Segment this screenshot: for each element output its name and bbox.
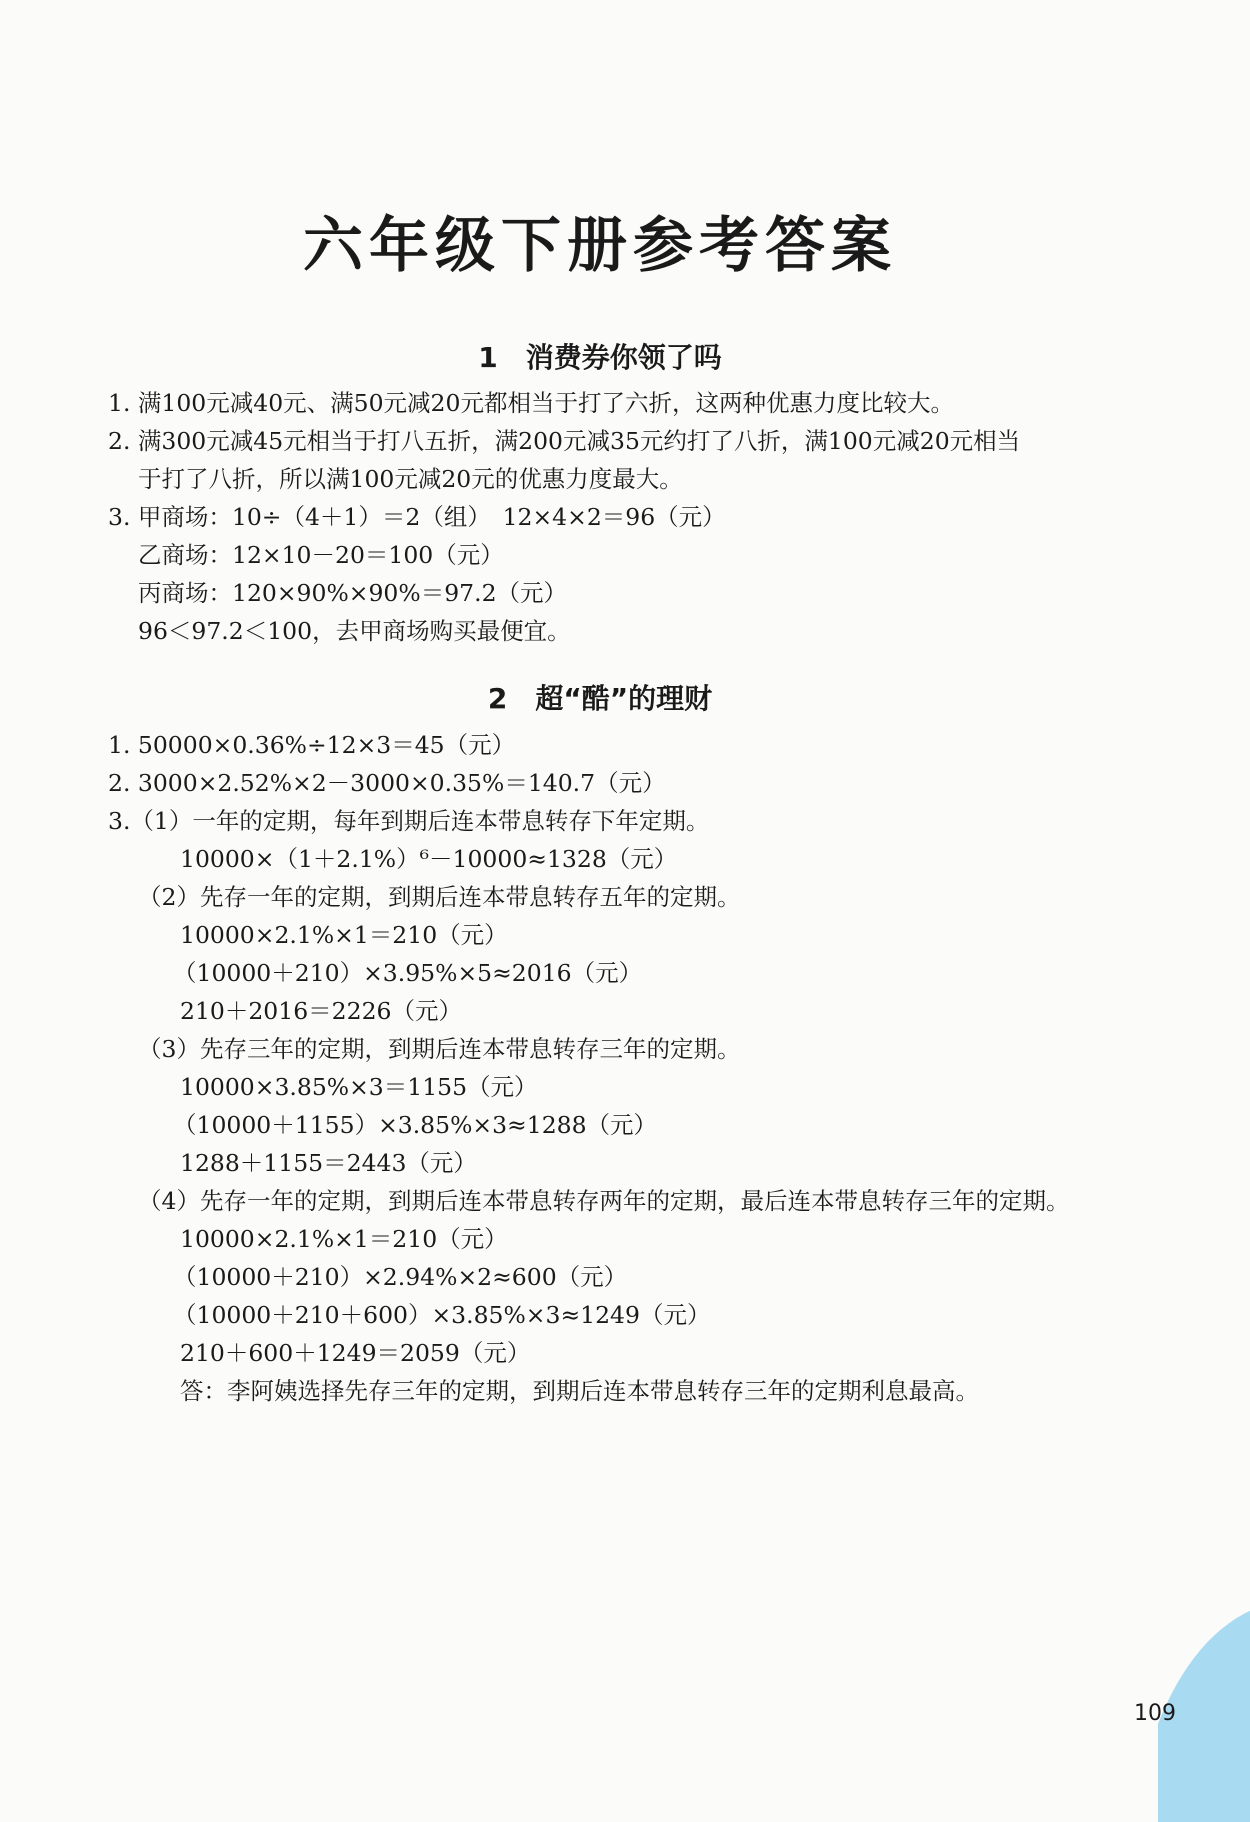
answer-line: （3）先存三年的定期，到期后连本带息转存三年的定期。 — [138, 1035, 741, 1063]
answer-line: 210＋600＋1249＝2059（元） — [180, 1339, 531, 1367]
answer-line: 1288＋1155＝2443（元） — [180, 1149, 477, 1177]
answer-line: 1. 50000×0.36%÷12×3＝45（元） — [108, 731, 516, 759]
answer-line: 96＜97.2＜100，去甲商场购买最便宜。 — [138, 617, 571, 645]
section-heading: 超“酷”的理财 — [535, 682, 713, 715]
page-number: 109 — [1134, 1701, 1176, 1726]
answer-line: （10000＋210）×3.95%×5≈2016（元） — [173, 959, 643, 987]
answer-line: 2. 3000×2.52%×2－3000×0.35%＝140.7（元） — [108, 769, 666, 797]
answer-line: 1. 满100元减40元、满50元减20元都相当于打了六折，这两种优惠力度比较大。 — [108, 389, 954, 417]
section-heading: 消费券你领了吗 — [525, 341, 722, 374]
answer-line: 10000×2.1%×1＝210（元） — [180, 921, 508, 949]
section-title-2 — [0, 677, 1200, 717]
answer-line: 于打了八折，所以满100元减20元的优惠力度最大。 — [138, 465, 683, 493]
answer-line: 3. 甲商场：10÷（4＋1）＝2（组） 12×4×2＝96（元） — [108, 503, 726, 531]
answer-line: 2. 满300元减45元相当于打八五折，满200元减35元约打了八折，满100元减20元相当 — [108, 427, 1021, 455]
page-title: 六年级下册参考答案 — [303, 211, 897, 281]
answer-line: （10000＋210＋600）×3.85%×3≈1249（元） — [173, 1301, 711, 1329]
answer-line: 10000×（1＋2.1%）⁶－10000≈1328（元） — [180, 845, 678, 873]
section-number: 2 — [487, 682, 508, 715]
answer-line: 乙商场：12×10－20＝100（元） — [138, 541, 504, 569]
answer-line: 答：李阿姨选择先存三年的定期，到期后连本带息转存三年的定期利息最高。 — [180, 1377, 979, 1405]
answer-line: （10000＋1155）×3.85%×3≈1288（元） — [173, 1111, 658, 1139]
answer-line: 丙商场：120×90%×90%＝97.2（元） — [138, 579, 568, 607]
answer-line: 210＋2016＝2226（元） — [180, 997, 462, 1025]
answer-line: 10000×3.85%×3＝1155（元） — [180, 1073, 538, 1101]
answer-line: （2）先存一年的定期，到期后连本带息转存五年的定期。 — [138, 883, 741, 911]
answer-line: 3.（1）一年的定期，每年到期后连本带息转存下年定期。 — [108, 807, 710, 835]
section-number: 1 — [478, 341, 498, 374]
section-title-1 — [0, 336, 1200, 376]
answer-line: （4）先存一年的定期，到期后连本带息转存两年的定期，最后连本带息转存三年的定期。 — [138, 1187, 1070, 1215]
answer-line: （10000＋210）×2.94%×2≈600（元） — [173, 1263, 628, 1291]
answer-line: 10000×2.1%×1＝210（元） — [180, 1225, 508, 1253]
